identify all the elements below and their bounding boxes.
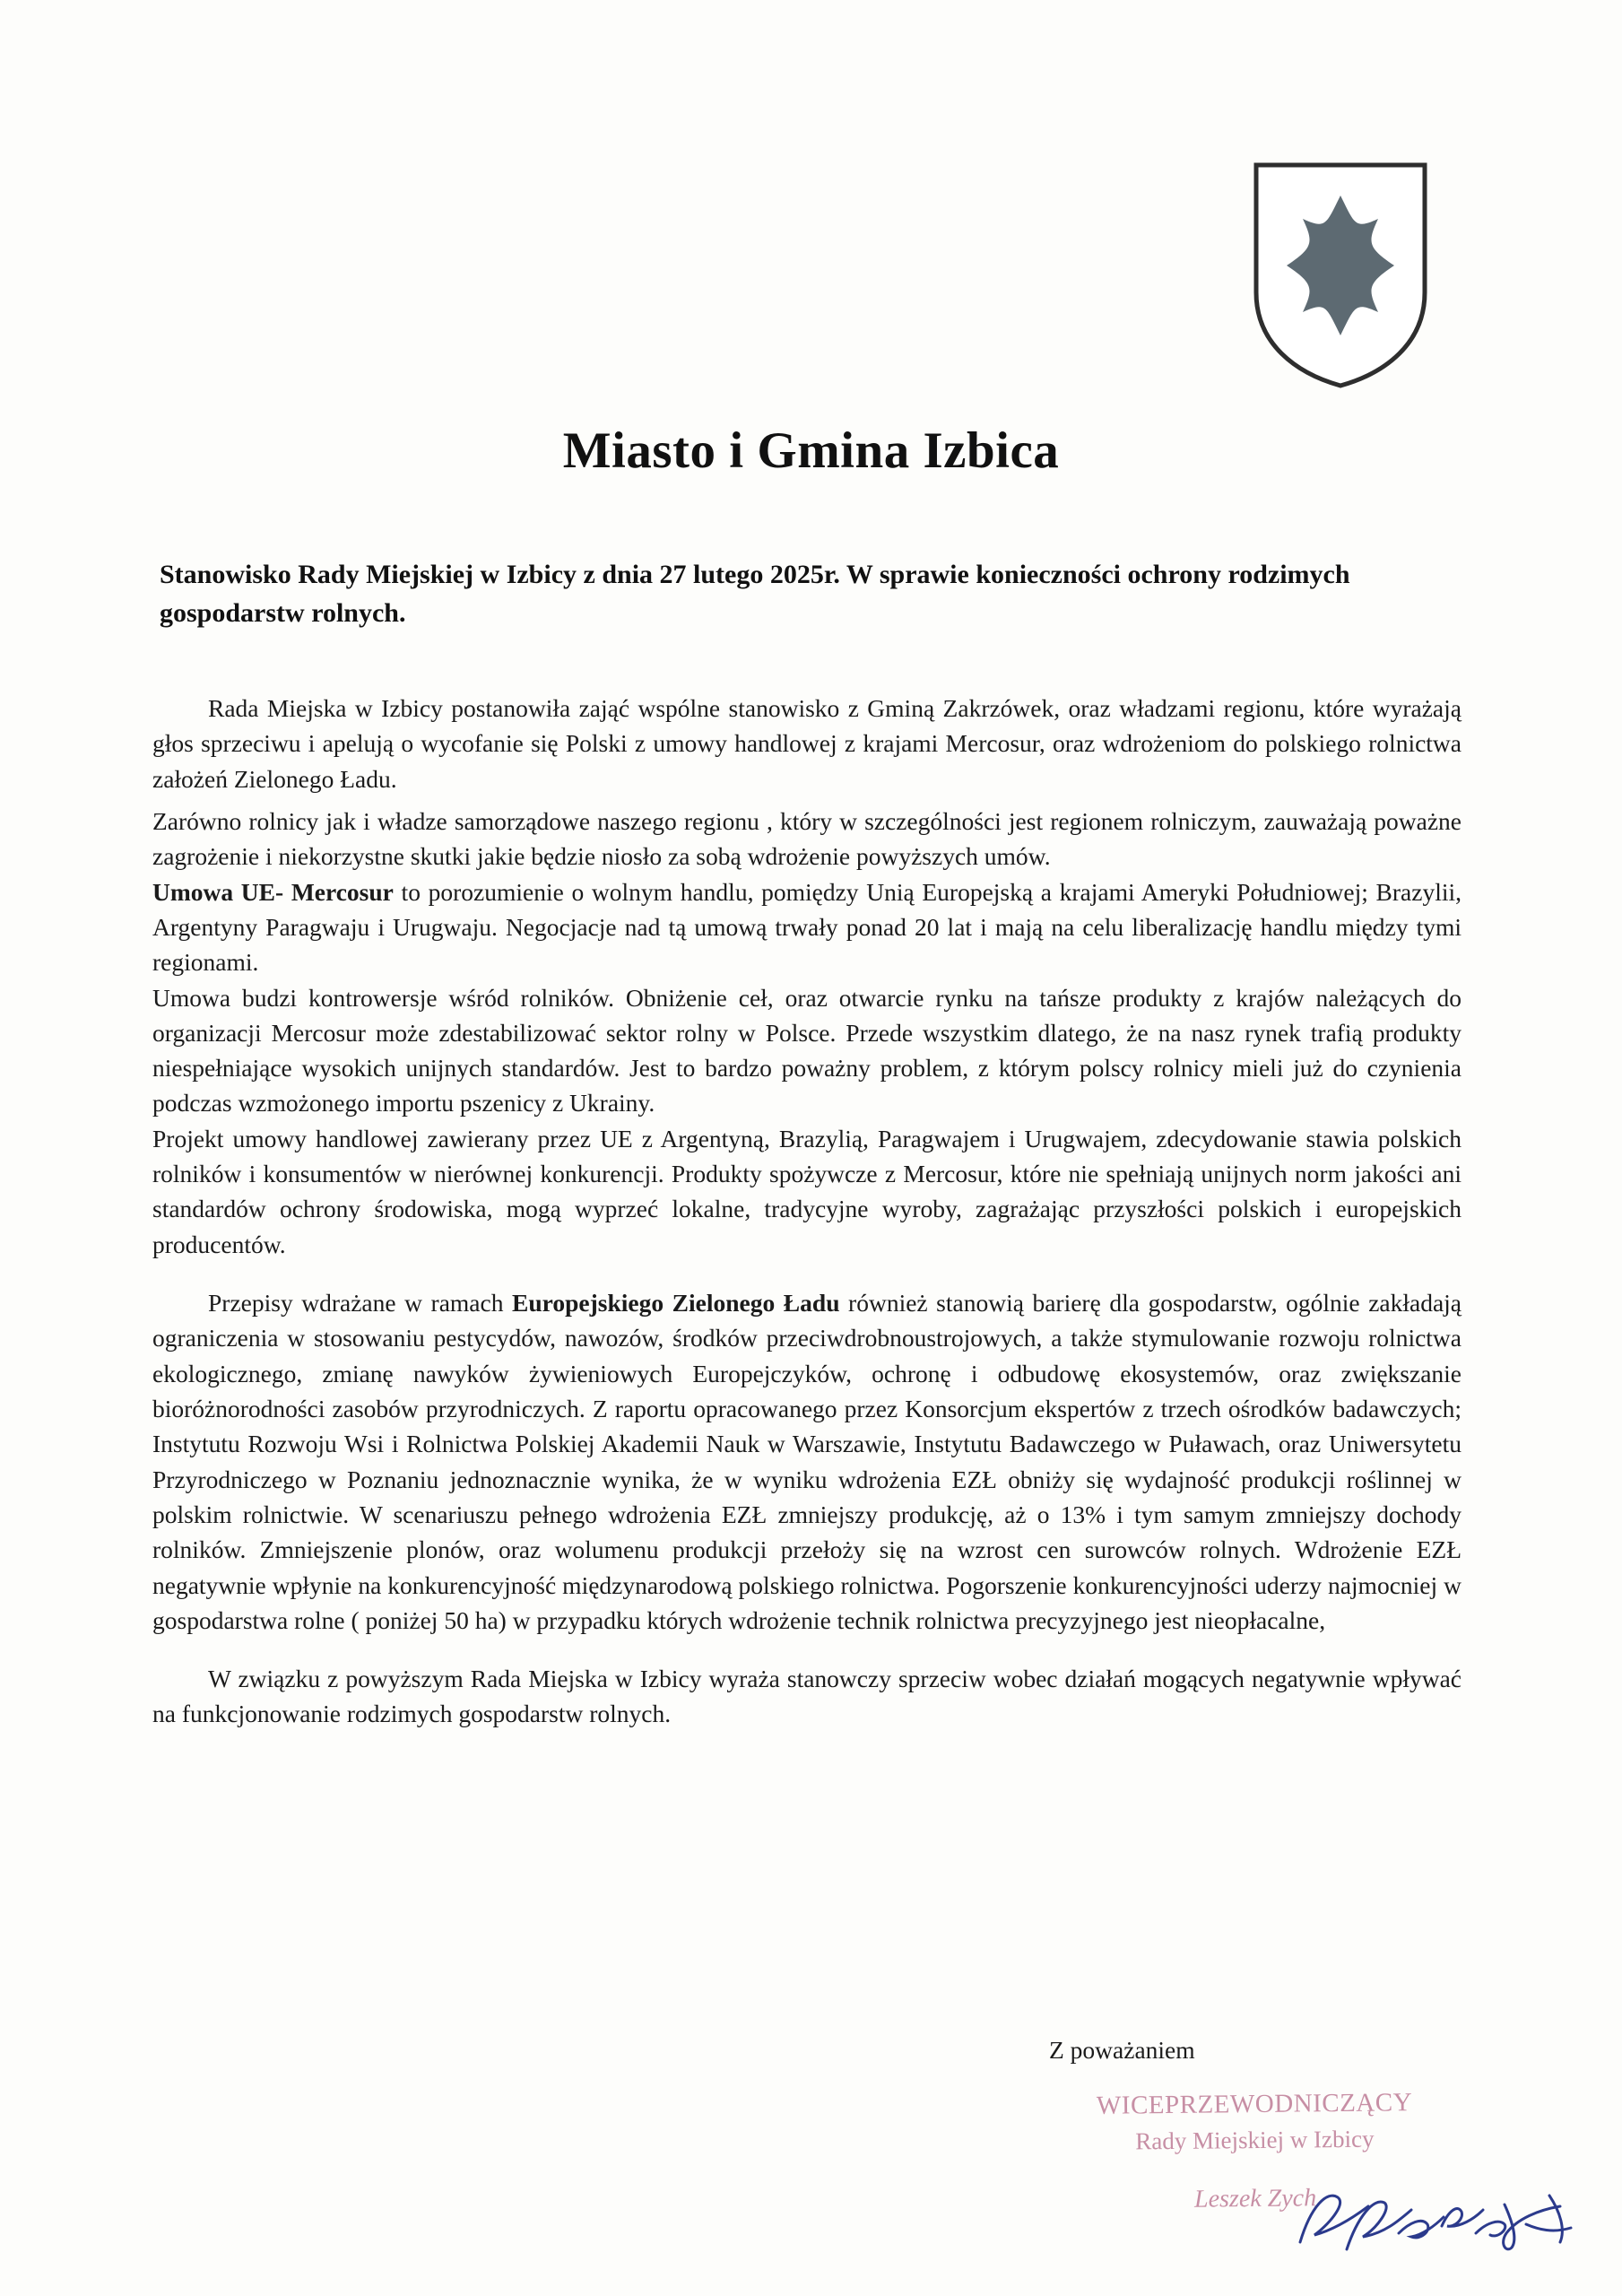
stamp-body: Rady Miejskiej w Izbicy xyxy=(1135,2125,1375,2155)
stamp-name: Leszek Zych xyxy=(1193,2184,1317,2213)
document-body xyxy=(152,691,1462,1732)
paragraph-3-text: to porozumienie o wolnym handlu, pomiędzy Unią Europejską a krajami Ameryki Południowej; Brazylii, Argentyny Paragwaju i Urugwaju. Negocjacje nad tą umową trwały ponad 20 lat i mają na celu liberalizację handlu między tymi regionami. xyxy=(152,877,1462,977)
paragraph-7: W związku z powyższym Rada Miejska w Izbicy wyraża stanowczy sprzeciw wobec działań mogących negatywnie wpływać na funkcjonowanie rodzimych gospodarstw rolnych. xyxy=(152,1665,1462,1728)
paragraph-3 xyxy=(152,874,1462,980)
paragraph-6-after: również stanowią barierę dla gospodarstw, ogólnie zakładają ograniczenia w stosowaniu pestycydów, nawozów, środków przeciwdrobnoustrojowych, a także stymulowanie rozwoju rolnictwa ekologicznego, zmianę nawyków żywieniowych Europejczyków, ochronę i odbudowę ekosystemów, oraz zwiększanie bioróżnorodności zasobów przyrodniczych. Z raportu opracowanego przez Konsorcjum ekspertów z trzech ośrodków badawczych; Instytutu Rozwoju Wsi i Rolnictwa Polskiej Akademii Nauk w Warszawie, Instytutu Badawczego w Puławach, oraz Uniwersytetu Przyrodniczego w Poznaniu jednoznacznie wynika, że w wyniku wdrożenia EZŁ obniży się wydajność produkcji roślinnej w polskim rolnictwie. W scenariuszu pełnego wdrożenia EZŁ zmniejszy produkcję, aż o 13% i tym samym zmniejszy dochody rolników. Zmniejszenie plonów, oraz wolumenu produkcji przełoży się na wzrost cen surowców rolnych. Wdrożenie EZŁ negatywnie wpłynie na konkurencyjność międzynarodową polskiego rolnictwa. Pogorszenie konkurencyjności uderzy najmocniej w gospodarstwa rolne ( poniżej 50 ha) w przypadku których wdrożenie technik rolnictwa precyzyjnego jest nieopłacalne, xyxy=(152,1289,1462,1634)
page-title: Miasto i Gmina Izbica xyxy=(562,422,1060,479)
paragraph-5: Projekt umowy handlowej zawierany przez UE z Argentyną, Brazylią, Paragwajem i Urugwajem, zdecydowanie stawia polskich rolników i konsumentów w nierównej konkurencji. Produkty spożywcze z Mercosur, które nie spełniają unijnych norm jakości ani standardów ochrony środowiska, mogą wyprzeć lokalne, tradycyjne wyroby, zagrażając przyszłości polskich i europejskich producentów. xyxy=(152,1124,1462,1258)
paragraph-1: Rada Miejska w Izbicy postanowiła zająć wspólne stanowisko z Gminą Zakrzówek, oraz władzami regionu, które wyrażają głos sprzeciwu i apelują o wycofanie się Polski z umowy handlowej z krajami Mercosur, oraz wdrożeniom do polskiego rolnictwa założeń Zielonego Ładu. xyxy=(152,694,1462,793)
paragraph-6-before: Przepisy wdrażane w ramach xyxy=(208,1289,513,1317)
signature-icon xyxy=(1291,2170,1587,2278)
paragraph-6-bold: Europejskiego Zielonego Ładu xyxy=(512,1289,840,1317)
crest-shield-icon xyxy=(1251,160,1430,393)
stamp-role: WICEPRZEWODNICZĄCY xyxy=(1096,2088,1413,2120)
paragraph-2: Zarówno rolnicy jak i władze samorządowe naszego regionu , który w szczególności jest regionem rolniczym, zauważają poważne zagrożenie i niekorzystne skutki jakie będzie niosło za sobą wdrożenie powyższych umów. xyxy=(152,806,1462,871)
handwritten-signature xyxy=(1291,2170,1587,2278)
coat-of-arms-izbica xyxy=(1251,160,1430,393)
document-subtitle: Stanowisko Rady Miejskiej w Izbicy z dnia 27 lutego 2025r. W sprawie konieczności ochrony rodzimych gospodarstw rolnych. xyxy=(160,560,1350,628)
paragraph-3-lead: Umowa UE- Mercosur xyxy=(152,877,394,906)
paragraph-6 xyxy=(152,1285,1462,1638)
paragraph-4: Umowa budzi kontrowersje wśród rolników. Obniżenie ceł, oraz otwarcie rynku na tańsze produkty z krajów należących do organizacji Mercosur może zdestabilizować sektor rolny w Polsce. Przede wszystkim dlatego, że na nasz rynek trafią produkty niespełniające wysokich unijnych standardów. Jest to bardzo poważny problem, z którym polscy rolnicy mieli już do czynienia podczas wzmożonego importu pszenicy z Ukrainy. xyxy=(152,983,1462,1118)
closing-salutation: Z poważaniem xyxy=(1049,2036,1195,2064)
